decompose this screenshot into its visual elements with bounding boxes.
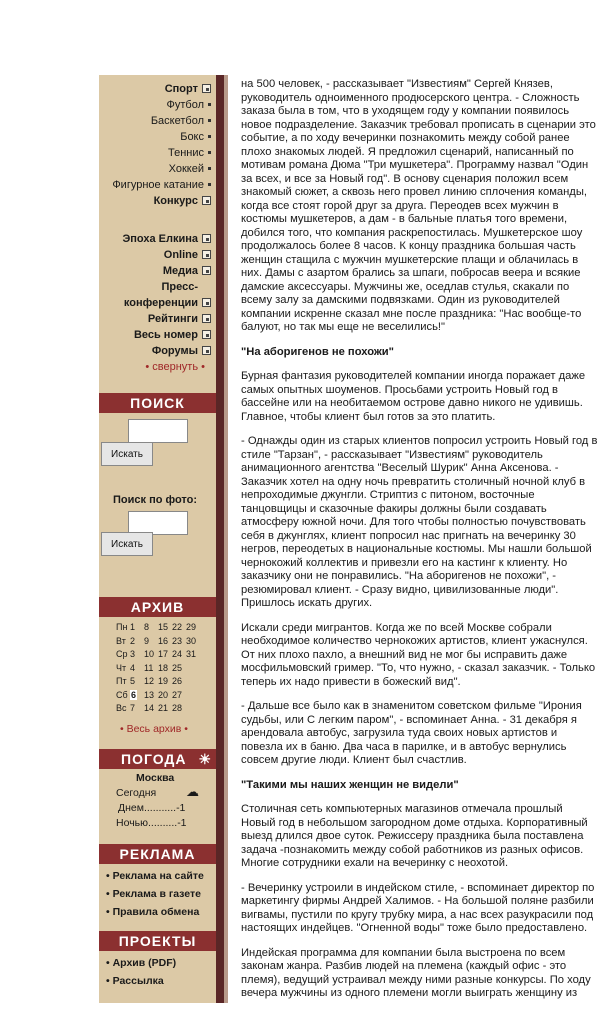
square-bullet-icon [202, 266, 211, 275]
calendar-date[interactable] [158, 635, 172, 649]
sidebar-divider [216, 75, 224, 1003]
calendar-date[interactable] [172, 635, 186, 649]
search-button[interactable]: Искать [101, 442, 153, 466]
calendar-date[interactable] [158, 648, 172, 662]
calendar-date-label: 11 [144, 662, 154, 673]
search-header: ПОИСК [99, 393, 216, 413]
calendar-date[interactable] [186, 635, 200, 649]
calendar-date[interactable] [144, 675, 158, 689]
collapse-label: свернуть [152, 361, 199, 373]
calendar-date-label: 24 [172, 649, 183, 659]
calendar-date[interactable] [172, 689, 186, 703]
projects-header: ПРОЕКТЫ [99, 931, 216, 951]
article-body [241, 78, 599, 1012]
menu-item-label: Фигурное катание [112, 179, 204, 191]
calendar-date[interactable] [144, 689, 158, 703]
photo-search-button[interactable]: Искать [101, 532, 153, 556]
menu-item[interactable] [99, 113, 211, 129]
calendar-date-label: 13 [144, 689, 155, 700]
calendar-date-label: 18 [158, 662, 169, 673]
calendar-date[interactable] [144, 648, 158, 662]
calendar-date[interactable] [172, 702, 186, 716]
archive-all-label: Весь архив [126, 723, 182, 735]
calendar-date[interactable] [130, 675, 144, 689]
calendar-date-label: 20 [158, 689, 169, 700]
ads-item[interactable]: • Реклама на сайте [106, 867, 204, 885]
calendar-row [116, 635, 200, 649]
calendar-date[interactable] [144, 635, 158, 649]
calendar-date-label: 23 [172, 635, 183, 646]
dot-bullet-icon [208, 135, 211, 138]
article-subheading: "На аборигенов не похожи" [241, 345, 394, 358]
weather-title: ПОГОДА [121, 751, 187, 767]
menu-item-label: Бокс [180, 131, 204, 143]
menu-item[interactable] [99, 129, 211, 145]
calendar-date-label: 4 [130, 662, 136, 673]
calendar-date[interactable] [172, 662, 186, 676]
menu-item[interactable] [99, 193, 211, 209]
article-paragraph: - Дальше все было как в знаменитом советском фильме "Ирония судьбы, или С легким паром", - вспоминает Анна. - 31 декабря я арендовала автобус, загрузила туда своих новых артистов и повезла их в баню. Два часа в парилке, и в автобус вернулись совсем другие люди. Клиент был счастлив. [241, 700, 582, 766]
menu-item[interactable] [99, 145, 211, 161]
calendar-date-label: 29 [186, 622, 197, 632]
menu-item-label: Online [163, 249, 198, 261]
calendar-row [116, 648, 200, 662]
projects-item[interactable]: • Рассылка [106, 972, 176, 990]
photo-search-label: Поиск по фото: [113, 494, 198, 506]
weekday-label: Вс [116, 703, 127, 713]
calendar-date[interactable] [130, 702, 144, 716]
ads-item[interactable]: • Правила обмена [106, 903, 204, 921]
calendar-date[interactable] [158, 675, 172, 689]
calendar-date[interactable] [130, 689, 144, 703]
calendar-date[interactable] [172, 621, 186, 635]
article-paragraph: на 500 человек, - рассказывает "Известиям" Сергей Князев, руководитель одноименного продюсерского центра. - Сложность заказа была в том, что в уходящем году у компании появилось новое подразделение. Заказчик требовал прописать в сценарии это событие, а по ходу вечеринки познакомить между собой ранее плохо знакомых людей. Я предложил сценарий, написанный по мотивам романа Дюма "Три мушкетера". Программу назвал "Один за всех, и все за Новый год". В основу сценария положил всем знакомый сюжет, а сквозь него провел линию сплочения команды, когда все стоят горой друг за друга. Переодев всех мужчин в костюмы мушкетеров, а дам - в бальные платья того времени, добился того, что компания раскрепостилась. Мушкетерское шоу продолжалось более 8 часов. К концу праздника большая часть женщин стащила с мужчин мушкетерские плащи и облачилась в них. Дамы с азартом брались за шпаги, побросав веера и всякие дамские аксессуары. Мужчины же, оседлав стулья, скакали по всему залу за дамскими подвязками. Один из руководителей компании искренне сказал мне после праздника: "Нас вообще-то балуют, но так мы еще не веселились!" [241, 78, 596, 333]
calendar-date-label: 10 [144, 649, 155, 659]
weather-today: Сегодня [116, 787, 157, 799]
calendar-date[interactable] [144, 621, 158, 635]
dot-bullet-icon [208, 183, 211, 186]
calendar-date-label: 16 [158, 635, 169, 646]
article-paragraph: - Однажды один из старых клиентов попросил устроить Новый год в стиле "Тарзан", - рассказывает "Известиям" руководитель анимационного агентства "Веселый Шурик" Анна Аксенова. - Заказчик хотел на одну ночь превратить столичный ночной клуб в непроходимые джунгли. Стриптиз с питоном, восточные танцовщицы и сказочные факиры должны были создавать атмосферу южной ночи. Для того чтобы полностью почувствовать себя в джунглях, клиент попросил нас пригнать на вечеринку 30 негров, переодетых в национальные костюмы. Мы нашли большой чернокожий коллектив и привезли его на кастинг к клиенту. Но заказчику они не понравились. "На аборигенов не похожи", - резюмировал клиент. - Сразу видно, цивилизованные люди". Пришлось искать других. [241, 435, 598, 609]
calendar-date[interactable] [158, 702, 172, 716]
calendar-date[interactable] [186, 648, 200, 662]
calendar-row [116, 621, 200, 635]
square-bullet-icon [202, 330, 211, 339]
calendar-date-label: 19 [158, 676, 169, 686]
dot-bullet-icon [208, 119, 211, 122]
calendar-date[interactable] [130, 648, 144, 662]
collapse-link[interactable]: • свернуть • [145, 361, 205, 373]
calendar-date-label: 28 [172, 703, 183, 713]
dot-bullet-icon [208, 103, 211, 106]
square-bullet-icon [202, 250, 211, 259]
sun-icon: ☀ [198, 751, 212, 767]
calendar-date-label: 1 [130, 622, 136, 632]
calendar-row [116, 662, 200, 676]
article-subheading: "Такими мы наших женщин не видели" [241, 778, 459, 791]
weather-header [99, 749, 216, 769]
calendar-date[interactable] [186, 621, 200, 635]
menu-item[interactable] [99, 311, 211, 327]
calendar-date[interactable] [144, 702, 158, 716]
calendar-date-label: 8 [144, 622, 150, 632]
calendar-date[interactable] [130, 662, 144, 676]
menu-item[interactable] [99, 231, 211, 247]
menu-item[interactable] [99, 327, 211, 343]
menu-item-label: Пресс-конференции [123, 281, 198, 309]
article-paragraph: - Вечеринку устроили в индейском стиле, - вспоминает директор по маркетингу фирмы Андрей Халимов. - На большой поляне разбили вигвамы, пустили по кругу трубку мира, а нас всех разукрасили под настоящих индейцев. "Огненной воды" тоже было предоставлено. [241, 881, 595, 934]
menu-item-label: Баскетбол [150, 115, 204, 127]
projects-item[interactable]: • Архив (PDF) [106, 954, 176, 972]
article-paragraph: Искали среди мигрантов. Когда же по всей Москве собрали необходимое количество чернокожих артистов, клиент ужаснулся. От них плохо пахло, а внешний вид не мог бы исправить даже мосфильмовский гример. "То, что нужно, - сказал заказчик. - Только теперь их надо привести в божеский вид". [241, 621, 596, 688]
menu-item-label: Рейтинги [147, 313, 198, 325]
calendar-date[interactable] [158, 621, 172, 635]
menu-item-label: Форумы [151, 345, 198, 357]
calendar-date-label: 30 [186, 635, 197, 646]
menu-item[interactable] [99, 177, 211, 193]
calendar-date[interactable] [130, 621, 144, 635]
square-bullet-icon [202, 314, 211, 323]
square-bullet-icon [202, 346, 211, 355]
calendar-date-label: 26 [172, 676, 183, 686]
weekday-label: Пн [116, 622, 128, 632]
calendar-row [116, 689, 200, 703]
calendar-row [116, 702, 200, 716]
calendar-date-label: 6 [131, 689, 137, 700]
calendar-date[interactable] [158, 689, 172, 703]
weekday-label: Пт [116, 676, 127, 686]
weekday-label: Сб [116, 689, 128, 700]
calendar-date-label: 31 [186, 649, 197, 659]
calendar-date-label: 3 [130, 649, 136, 659]
square-bullet-icon [202, 298, 211, 307]
calendar-date-label: 5 [130, 676, 136, 686]
weekday-label: Ср [116, 649, 128, 659]
cloud-icon: ☁ [186, 784, 199, 799]
calendar-date[interactable] [172, 675, 186, 689]
search-input[interactable] [128, 419, 188, 443]
calendar-date[interactable] [144, 662, 158, 676]
menu-item-label: Конкурс [153, 195, 198, 207]
menu-item[interactable] [99, 161, 211, 177]
calendar-date-label: 21 [158, 703, 169, 713]
menu-item-label: Спорт [164, 83, 198, 95]
calendar-date-label: 17 [158, 649, 169, 659]
calendar-date-label: 2 [130, 635, 136, 646]
menu-item[interactable] [99, 247, 211, 263]
calendar-date-label: 9 [144, 635, 150, 646]
menu-item-label: Эпоха Елкина [122, 233, 198, 245]
calendar-date-label: 7 [130, 703, 136, 713]
weekday-label: Вт [116, 635, 126, 646]
menu-item[interactable] [99, 81, 211, 97]
weather-box [116, 771, 199, 831]
menu-item-label: Теннис [167, 147, 204, 159]
archive-all-link[interactable]: • Весь архив • [120, 723, 188, 735]
weather-city: Москва [136, 772, 175, 784]
article-paragraph: Столичная сеть компьютерных магазинов отмечала прошлый Новый год в небольшом загородном доме отдыха. Корпоративный выезд длился двое суток. Режиссеру праздника была поставлена задача -познакомить между собой работников из разных офисов. Многие сотрудники ехали на вечеринку с неохотой. [241, 803, 588, 869]
calendar-date[interactable] [130, 635, 144, 649]
menu-item-label: Медиа [162, 265, 198, 277]
weather-night-value: -1 [177, 817, 187, 829]
menu-item[interactable] [99, 279, 211, 311]
square-bullet-icon [202, 234, 211, 243]
calendar-date[interactable] [158, 662, 172, 676]
projects-list [106, 954, 176, 990]
ads-header: РЕКЛАМА [99, 844, 216, 864]
ads-item[interactable]: • Реклама в газете [106, 885, 204, 903]
archive-calendar [116, 621, 200, 716]
archive-header: АРХИВ [99, 597, 216, 617]
calendar-date-label: 12 [144, 676, 155, 686]
calendar-row [116, 675, 200, 689]
article-paragraph: Индейская программа для компании была выстроена по всем законам жанра. Разбив людей на племена (каждый офис - это племя), ведущий устраивал между ними разные конкурсы. По ходу вечера мужчины из одного племени могли выиграть женщину из [241, 946, 591, 999]
weather-day-label: Днем........... [118, 802, 177, 814]
dot-bullet-icon [208, 151, 211, 154]
weather-day-value: -1 [176, 802, 186, 814]
dot-bullet-icon [208, 167, 211, 170]
menu-item-label: Весь номер [133, 329, 198, 341]
menu-item-label: Футбол [166, 99, 204, 111]
sidebar-divider-shadow [224, 75, 228, 1003]
calendar-date[interactable] [172, 648, 186, 662]
menu-item-label: Хоккей [168, 163, 204, 175]
square-bullet-icon [202, 84, 211, 93]
menu-item[interactable] [99, 97, 211, 113]
calendar-date-label: 27 [172, 689, 183, 700]
calendar-date-label: 15 [158, 622, 169, 632]
weather-night-label: Ночью.......... [116, 817, 178, 829]
article-paragraph: Бурная фантазия руководителей компании иногда поражает даже самых опытных шоуменов. Просьбами устроить Новый год в бассейне или на необитаемом острове давно никого не удивишь. Главное, чтобы клиент был готов за это платить. [241, 370, 586, 423]
weekday-label: Чт [116, 662, 127, 673]
ads-list [106, 867, 204, 921]
menu-item[interactable] [99, 343, 211, 359]
calendar-date-label: 22 [172, 622, 183, 632]
calendar-date-label: 14 [144, 703, 155, 713]
main-menu [99, 231, 211, 375]
square-bullet-icon [202, 196, 211, 205]
menu-item[interactable] [99, 263, 211, 279]
sports-menu [99, 81, 211, 209]
calendar-date-label: 25 [172, 662, 183, 673]
